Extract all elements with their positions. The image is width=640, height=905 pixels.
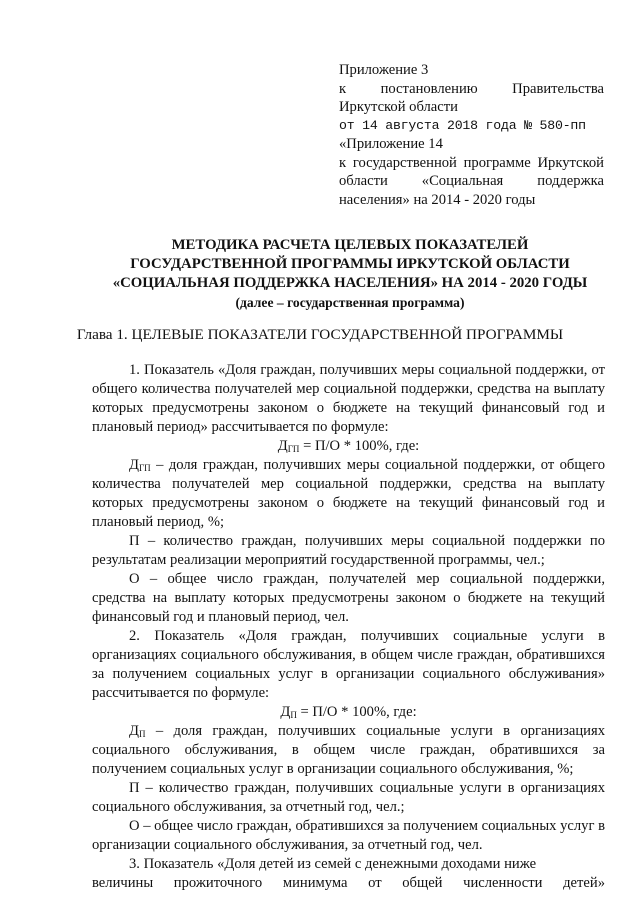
appendix-date: от 14 августа 2018 года № 580-пп	[339, 117, 586, 133]
paragraph-5: 2. Показатель «Доля граждан, получивших социальные услуги в организациях социального обслуживания, в общем числе граждан, обратившихся за получением социальных услуг в организации социального обслуживания» рассчитывается по формуле:	[92, 628, 605, 701]
paragraph-3: П – количество граждан, получивших меры социальной поддержки по результатам реализации мероприятий государственной программы, чел.;	[92, 533, 605, 568]
formula-2	[92, 703, 605, 722]
paragraph-6-symbol: Д	[129, 723, 139, 739]
paragraph-6	[92, 722, 605, 779]
formula-1-subscript: ГП	[287, 444, 300, 454]
paragraph-8: О – общее число граждан, обратившихся за получением социальных услуг в организации социального обслуживания, за отчетный год, чел.	[92, 818, 605, 853]
paragraph-2-symbol: Д	[129, 457, 139, 473]
title-line-1: МЕТОДИКА РАСЧЕТА ЦЕЛЕВЫХ ПОКАЗАТЕЛЕЙ	[171, 237, 529, 253]
title-line-2: ГОСУДАРСТВЕННОЙ ПРОГРАММЫ ИРКУТСКОЙ ОБЛАСТИ	[130, 256, 570, 272]
paragraph-9: 3. Показатель «Доля детей из семей с денежными доходами ниже	[129, 856, 537, 872]
formula-1-expression: = П/О * 100%, где:	[299, 438, 420, 454]
title-line-4: (далее – государственная программа)	[235, 295, 465, 310]
paragraph-2	[92, 456, 605, 532]
appendix-header	[339, 61, 604, 209]
document-body	[92, 361, 605, 893]
appendix-orig-number: «Приложение 14	[339, 136, 443, 152]
paragraph-4: О – общее число граждан, получателей мер социальной поддержки, средства на выплату которых предусмотрены законом о бюджете на текущий финансовый год и плановый период, чел.	[92, 571, 605, 625]
paragraph-2-text: – доля граждан, получивших меры социальной поддержки, от общего количества получателей мер социальной поддержки, средства на выплату которых предусмотрены законом о бюджете на текущий финансовый год и плановый период, %;	[92, 457, 605, 530]
formula-2-subscript: П	[290, 710, 297, 720]
appendix-decree-ref: к постановлению Правительства	[339, 80, 604, 97]
chapter-heading: Глава 1. ЦЕЛЕВЫЕ ПОКАЗАТЕЛИ ГОСУДАРСТВЕННОЙ ПРОГРАММЫ	[76, 326, 564, 343]
paragraph-1: 1. Показатель «Доля граждан, получивших меры социальной поддержки, от общего количества получателей мер социальной поддержки, средства на выплату которых предусмотрены законом о бюджете на текущий финансовый год и плановый период» рассчитывается по формуле:	[92, 362, 605, 435]
paragraph-6-text: – доля граждан, получивших социальные услуги в организациях социального обслуживания, в общем числе граждан, обратившихся за получением социальных услуг в организации социального обслуживания, %;	[92, 723, 605, 777]
appendix-number: Приложение 3	[339, 62, 429, 78]
appendix-program-years: населения» на 2014 - 2020 годы	[339, 191, 536, 208]
document-title	[60, 236, 640, 312]
formula-1	[92, 437, 605, 456]
appendix-region: Иркутской области	[339, 99, 458, 115]
paragraph-9-continuation: величины прожиточного минимума от общей численности детей»	[92, 875, 605, 891]
formula-1-symbol: Д	[277, 438, 288, 454]
title-line-3: «СОЦИАЛЬНАЯ ПОДДЕРЖКА НАСЕЛЕНИЯ» НА 2014 - 2020 ГОДЫ	[112, 275, 588, 291]
formula-2-symbol: Д	[280, 704, 291, 720]
appendix-program-ref: к государственной программе Иркутской	[339, 154, 604, 171]
appendix-program-name: области «Социальная поддержка	[339, 173, 604, 189]
formula-2-expression: = П/О * 100%, где:	[296, 704, 417, 720]
paragraph-7: П – количество граждан, получивших социальные услуги в организациях социального обслуживания, за отчетный год, чел.;	[92, 780, 605, 815]
paragraph-6-subscript: П	[138, 729, 146, 739]
paragraph-2-subscript: ГП	[138, 463, 151, 473]
